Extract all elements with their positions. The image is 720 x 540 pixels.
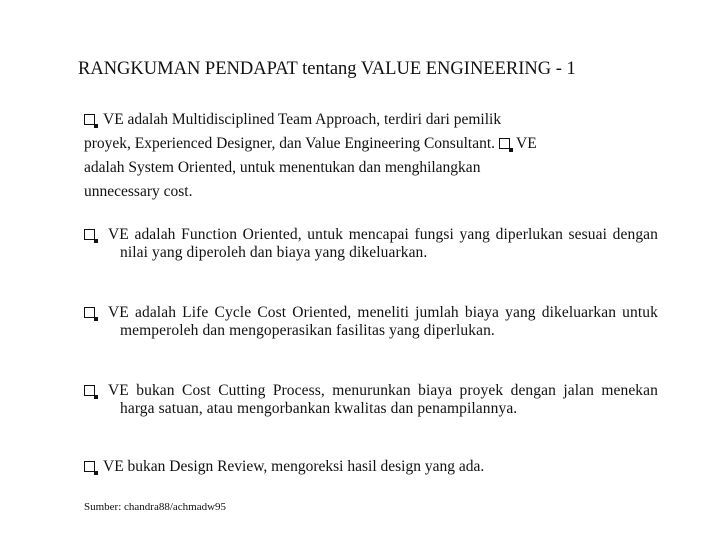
source-credit: Sumber: chandra88/achmadw95 <box>84 501 227 513</box>
paragraph-3-text: VE adalah Life Cycle Cost Oriented, meneliti jumlah biaya yang dikeluarkan untuk memperoleh dan mengoperasikan fasilitas yang diperlukan. <box>108 304 658 339</box>
square-bullet-icon <box>84 385 95 396</box>
square-bullet-icon <box>84 229 95 240</box>
paragraph-2-text: VE adalah Function Oriented, untuk mencapai fungsi yang diperlukan sesuai dengan nilai yang diperoleh dan biaya yang dikeluarkan. <box>108 226 658 261</box>
page-title: RANGKUMAN PENDAPAT tentang VALUE ENGINEERING - 1 <box>78 59 576 79</box>
paragraph-5-text: VE bukan Design Review, mengoreksi hasil design yang ada. <box>103 458 485 475</box>
square-bullet-icon <box>84 461 95 472</box>
paragraph-1-line-4: unnecessary cost. <box>84 183 193 200</box>
paragraph-1-text-2a: proyek, Experienced Designer, dan Value Engineering Consultant. <box>84 135 496 152</box>
paragraph-1-line-3: adalah System Oriented, untuk menentukan dan menghilangkan <box>84 159 481 176</box>
paragraph-1-text-1: VE adalah Multidisciplined Team Approach, terdiri dari pemilik <box>103 111 502 128</box>
paragraph-5 <box>84 458 622 476</box>
square-bullet-icon <box>499 138 510 149</box>
square-bullet-icon <box>84 114 95 125</box>
paragraph-1 <box>84 108 622 204</box>
paragraph-1-line-2 <box>84 132 622 156</box>
paragraph-3 <box>84 304 658 340</box>
paragraph-4 <box>84 382 658 418</box>
paragraph-1-line-1 <box>84 108 622 132</box>
square-bullet-icon <box>84 307 95 318</box>
paragraph-2 <box>84 226 658 262</box>
paragraph-1-text-2b: VE <box>516 135 537 152</box>
paragraph-4-text: VE bukan Cost Cutting Process, menurunkan biaya proyek dengan jalan menekan harga satuan, atau mengorbankan kwalitas dan penampilannya. <box>108 382 658 417</box>
